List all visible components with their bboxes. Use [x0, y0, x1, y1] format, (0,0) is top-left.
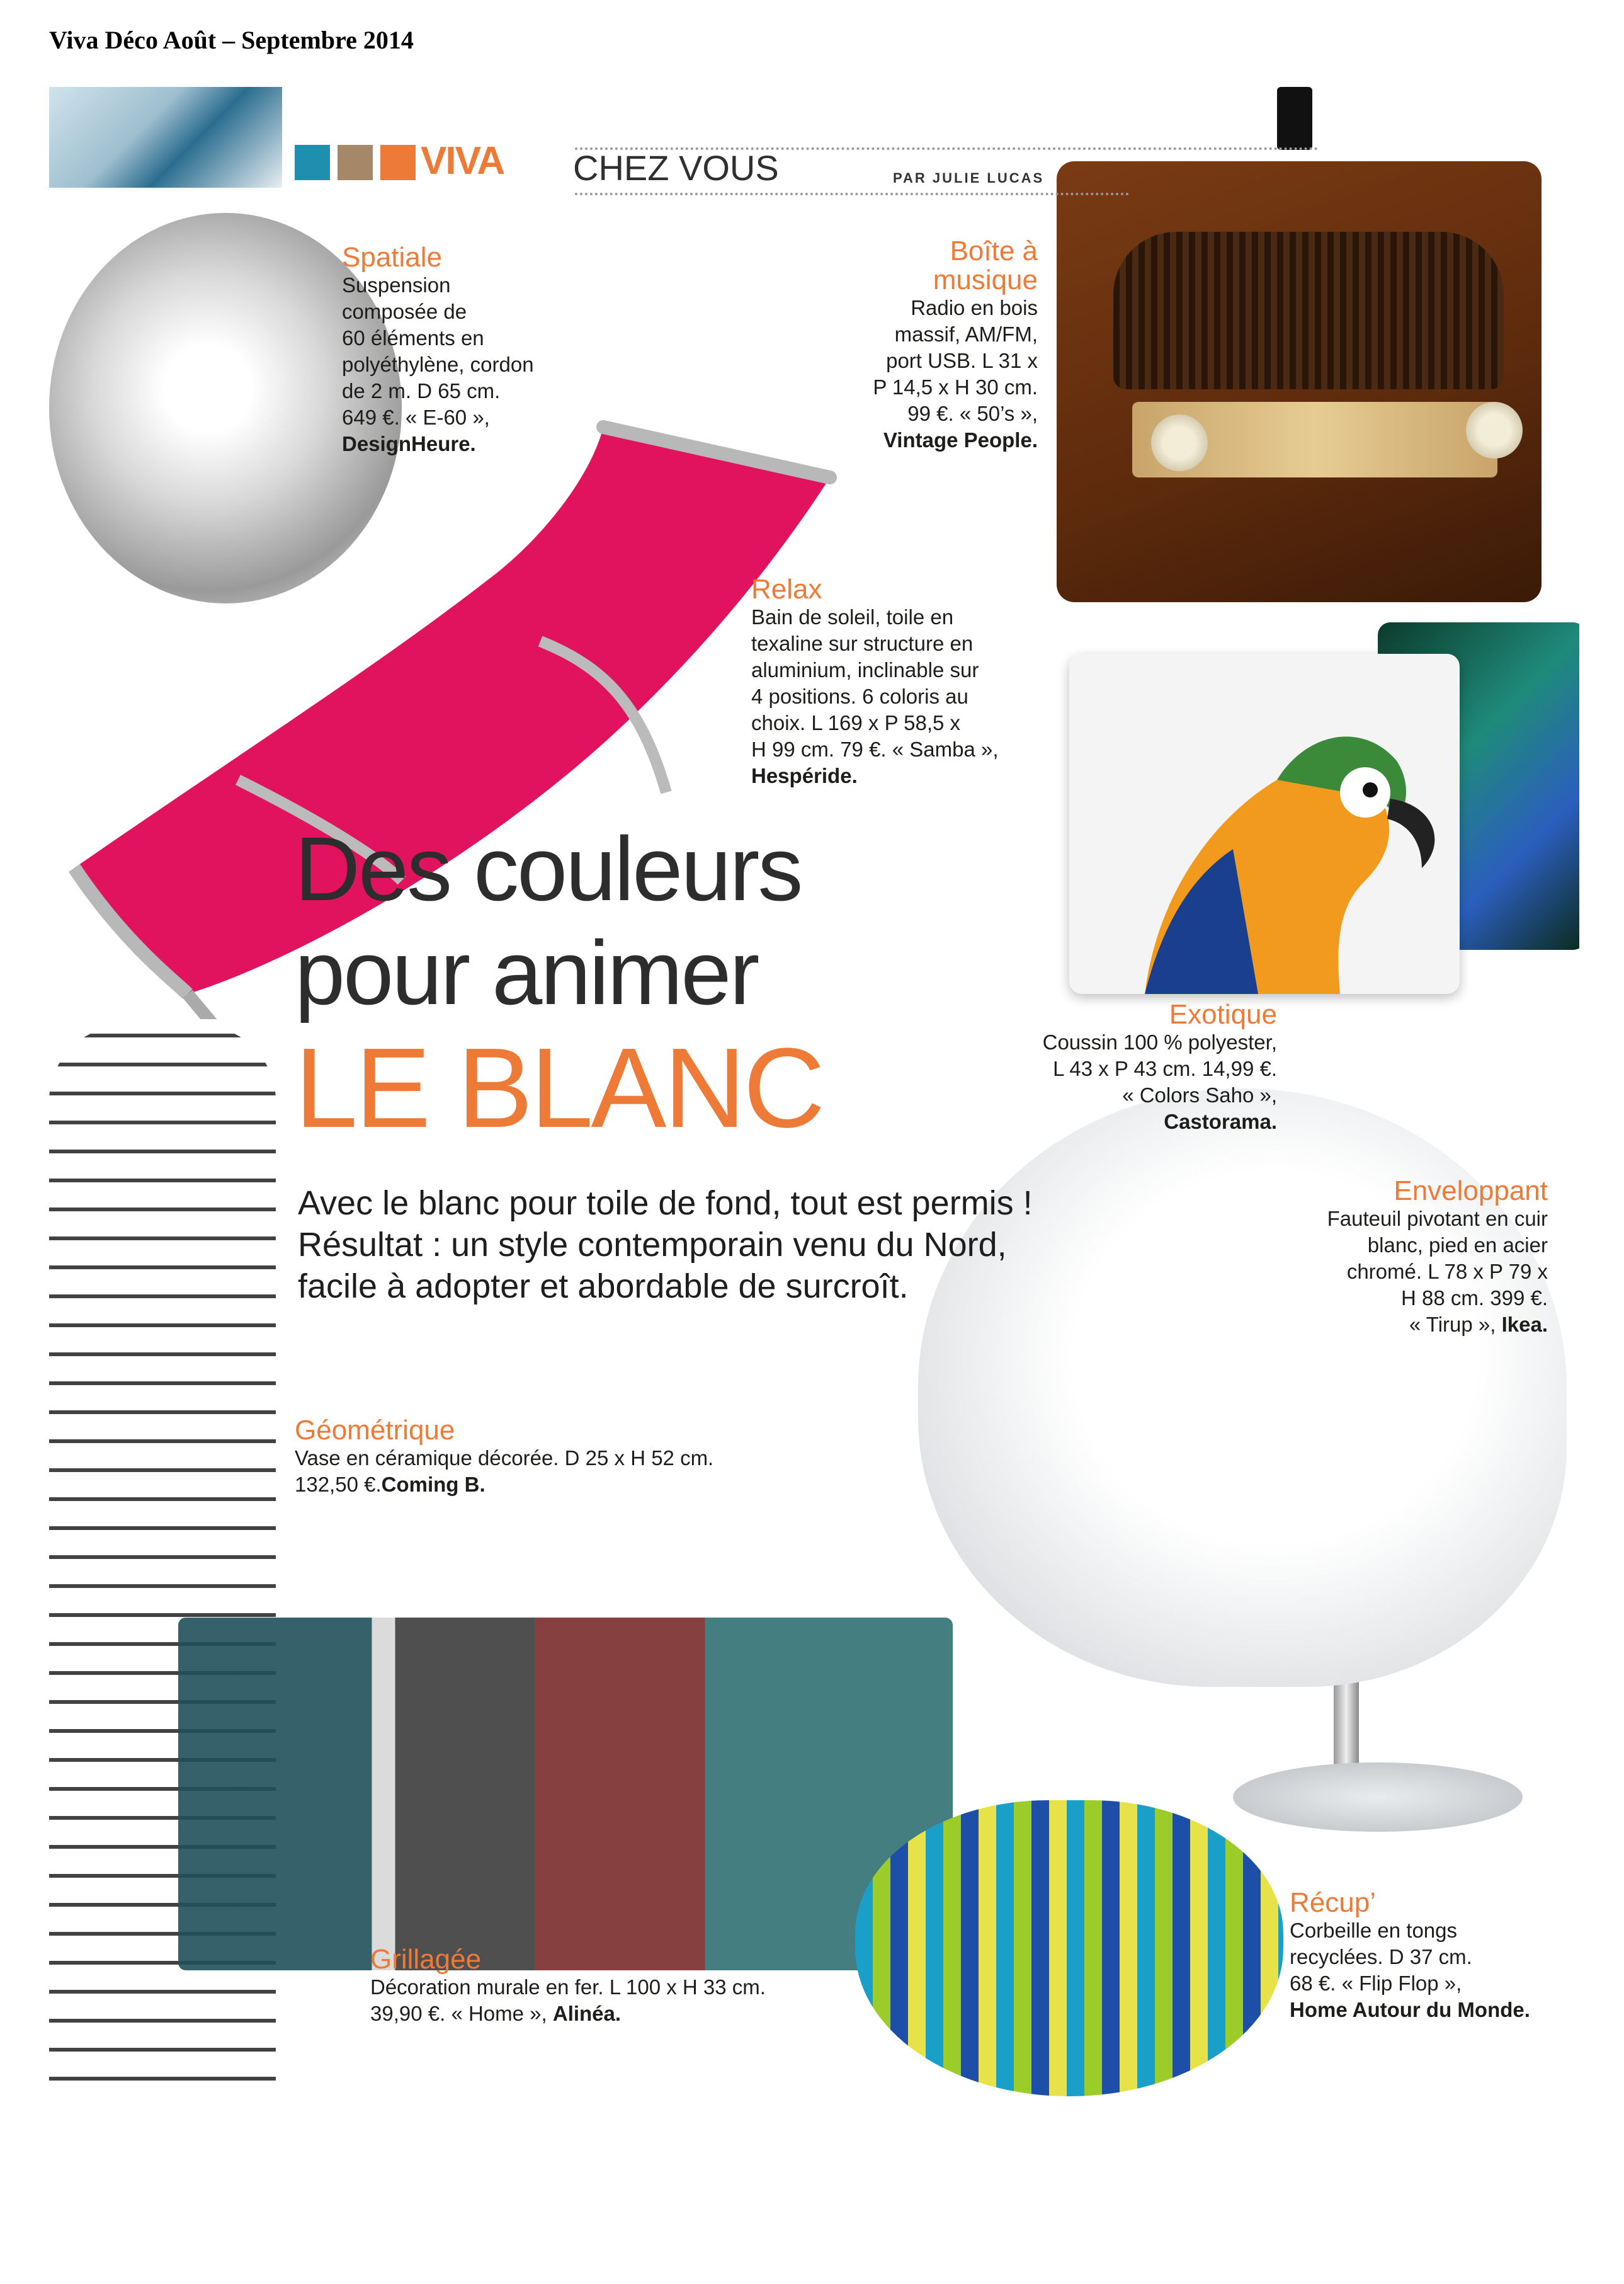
caption-spatiale — [342, 243, 606, 457]
parrot-icon — [1069, 654, 1460, 994]
caption-brand: Home Autour du Monde. — [1290, 1997, 1530, 2021]
caption-line: H 88 cm. 399 €. — [1401, 1286, 1548, 1310]
intro-line: facile à adopter et abordable de surcroît. — [298, 1267, 909, 1305]
caption-line: 4 positions. 6 coloris au — [751, 684, 968, 708]
caption-line: port USB. L 31 x — [886, 349, 1038, 373]
caption-title: Grillagée — [370, 1944, 482, 1975]
rubric-section: CHEZ VOUS — [573, 148, 779, 188]
caption-relax — [751, 575, 1041, 789]
caption-title: Récup’ — [1290, 1887, 1376, 1918]
usb-stick-image — [1277, 87, 1312, 150]
caption-line: 68 €. « Flip Flop », — [1290, 1972, 1462, 1995]
caption-brand: Castorama. — [1164, 1109, 1277, 1133]
magazine-page — [49, 87, 1579, 2106]
caption-enveloppant — [1252, 1177, 1548, 1338]
accent-square-orange — [380, 145, 416, 180]
caption-line: blanc, pied en acier — [1367, 1233, 1548, 1257]
caption-line — [1252, 1311, 1548, 1338]
caption-title: Spatiale — [342, 242, 443, 273]
caption-title: Géométrique — [295, 1415, 455, 1446]
intro-line: Avec le blanc pour toile de fond, tout est permis ! — [298, 1184, 1033, 1222]
caption-title-line: musique — [933, 265, 1038, 296]
accent-square-taupe — [338, 145, 373, 180]
caption-text: 132,50 €. — [295, 1473, 382, 1497]
caption-text: « Tirup », — [1409, 1312, 1502, 1336]
radio-speaker-grill — [1113, 232, 1504, 389]
caption-line: massif, AM/FM, — [894, 323, 1038, 346]
chair-base — [1233, 1762, 1523, 1832]
caption-line: de 2 m. D 65 cm. — [342, 379, 501, 403]
caption-line: Fauteuil pivotant en cuir — [1327, 1207, 1548, 1231]
caption-line: Radio en bois — [911, 296, 1038, 320]
caption-brand: Hespéride. — [751, 763, 858, 787]
rubric-brand: VIVA — [421, 139, 504, 183]
caption-exotique — [987, 1000, 1277, 1135]
caption-line: « Colors Saho », — [1122, 1083, 1277, 1107]
caption-brand: Ikea. — [1501, 1312, 1548, 1336]
radio-knob-right — [1466, 402, 1523, 459]
caption-line — [295, 1471, 798, 1498]
headline-line-1: Des couleurs — [295, 818, 802, 920]
flip-flop-basket-image — [855, 1800, 1283, 2096]
caption-line: texaline sur structure en — [751, 632, 974, 656]
caption-text: 39,90 €. « Home », — [370, 2002, 553, 2026]
caption-title — [824, 237, 1038, 295]
caption-title: Exotique — [1169, 999, 1277, 1030]
caption-line: Bain de soleil, toile en — [751, 605, 954, 629]
accent-square-blue — [295, 145, 330, 180]
caption-brand: Coming B. — [381, 1473, 485, 1497]
caption-title: Enveloppant — [1394, 1175, 1548, 1206]
caption-line: chromé. L 78 x P 79 x — [1346, 1260, 1548, 1283]
caption-grillagee — [370, 1945, 849, 2027]
caption-line: aluminium, inclinable sur — [751, 658, 979, 682]
divider-dotted-bottom — [575, 193, 1129, 195]
caption-line: recyclées. D 37 cm. — [1290, 1945, 1472, 1969]
caption-title: Relax — [751, 574, 822, 605]
intro-paragraph — [298, 1183, 1033, 1308]
intro-line: Résultat : un style contemporain venu du Nord, — [298, 1225, 1007, 1264]
caption-brand: Alinéa. — [552, 2002, 622, 2026]
caption-boite-a-musique — [824, 237, 1038, 454]
byline: PAR JULIE LUCAS — [893, 170, 1045, 186]
home-letters-image — [178, 1618, 953, 1970]
caption-line: Décoration murale en fer. L 100 x H 33 cm. — [370, 1975, 766, 1999]
caption-line: polyéthylène, cordon — [342, 352, 534, 376]
caption-recup — [1290, 1888, 1567, 2023]
headline-line-3: LE BLANC — [295, 1025, 823, 1151]
caption-brand: DesignHeure. — [342, 431, 476, 455]
parrot-cushion-image — [1069, 654, 1460, 994]
radio-knob-left — [1151, 414, 1208, 471]
caption-line: Coussin 100 % polyester, — [1042, 1031, 1277, 1054]
caption-line: H 99 cm. 79 €. « Samba », — [751, 737, 999, 761]
caption-line: Vase en céramique décorée. D 25 x H 52 cm. — [295, 1446, 714, 1470]
caption-line: 649 €. « E-60 », — [342, 405, 490, 429]
caption-geometrique — [295, 1416, 798, 1498]
caption-title-line: Boîte à — [950, 236, 1038, 266]
headline-line-2: pour animer — [295, 922, 758, 1024]
caption-line: P 14,5 x H 30 cm. — [873, 375, 1038, 399]
caption-line: 99 €. « 50’s », — [907, 402, 1038, 425]
caption-line — [370, 2001, 849, 2027]
thumbnail-photo — [49, 87, 282, 188]
caption-line: L 43 x P 43 cm. 14,99 €. — [1053, 1057, 1277, 1081]
caption-brand: Vintage People. — [883, 428, 1038, 452]
caption-line: 60 éléments en — [342, 326, 484, 350]
caption-line: Suspension — [342, 273, 451, 297]
document-header: Viva Déco Août – Septembre 2014 — [49, 26, 414, 54]
caption-line: Corbeille en tongs — [1290, 1919, 1457, 1943]
caption-line: choix. L 169 x P 58,5 x — [751, 711, 961, 734]
caption-line: composée de — [342, 300, 467, 324]
